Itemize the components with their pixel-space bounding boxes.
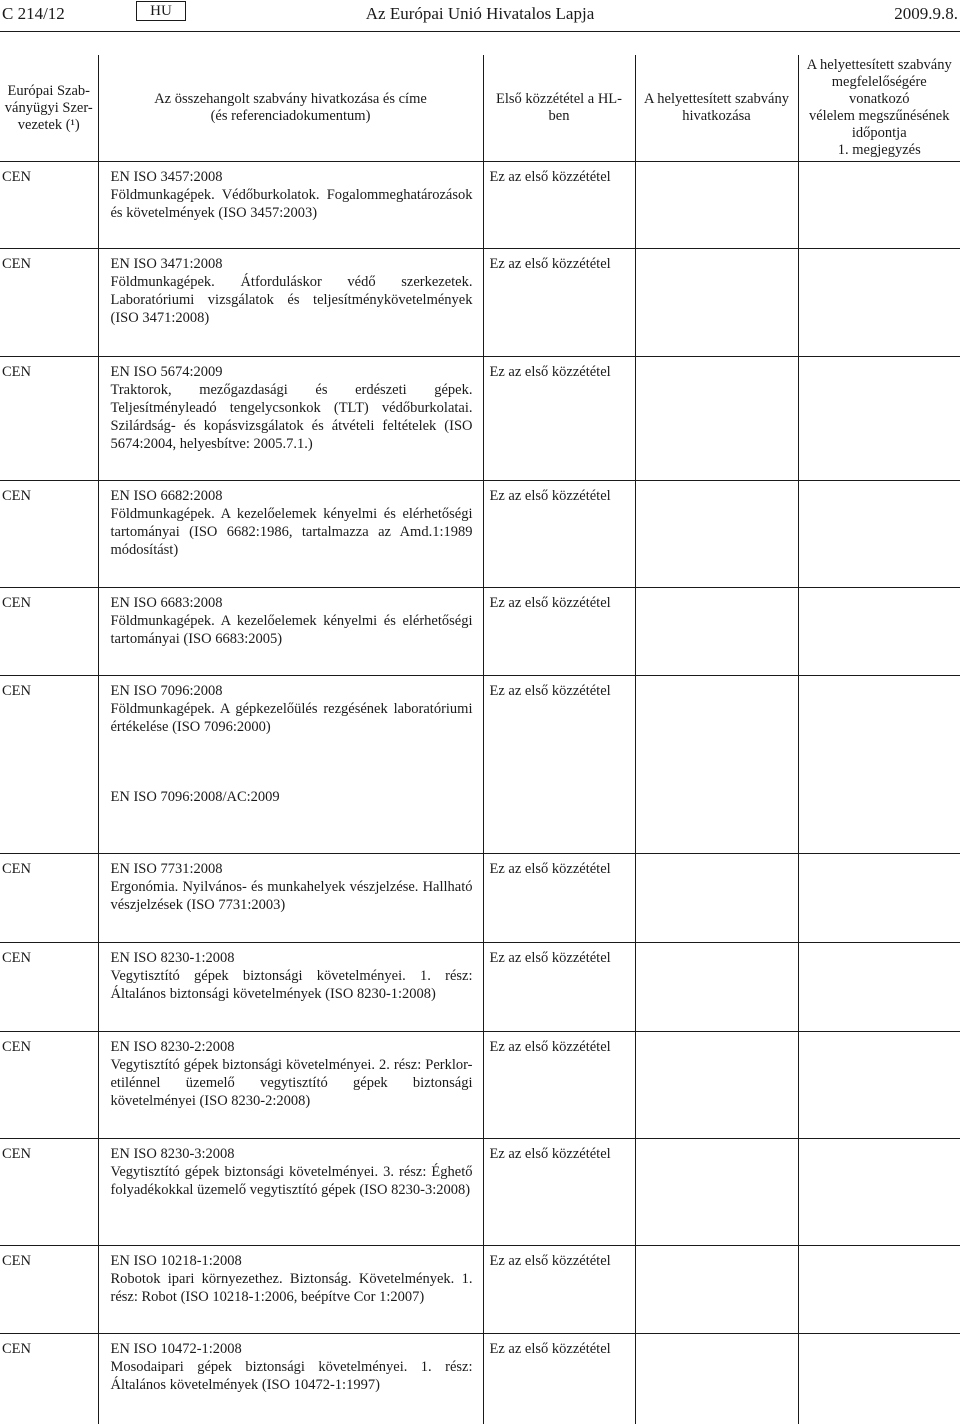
superseded-standard-cell <box>635 1032 798 1139</box>
standard-title-cell <box>98 249 483 357</box>
standard-description: Földmunkagépek. A kezelőelemek kényelmi és elérhetőségi tartományai (ISO 6683:2005) <box>110 613 473 647</box>
superseded-standard-cell <box>635 1334 798 1424</box>
standard-title-cell <box>98 481 483 588</box>
cessation-date-cell <box>798 249 960 357</box>
standard-title-cell <box>98 676 483 854</box>
table-row <box>0 481 960 588</box>
standard-reference: EN ISO 10472-1:2008 <box>110 1341 242 1357</box>
superseded-standard-cell <box>635 854 798 943</box>
superseded-standard-cell <box>635 676 798 854</box>
superseded-standard-cell <box>635 588 798 676</box>
standard-description: Földmunkagépek. Átforduláskor védő szerkezetek. Laboratóriumi vizsgálatok és teljesítménykövetelmények (ISO 3471:2008) <box>110 274 473 326</box>
standard-description: Földmunkagépek. A gépkezelőülés rezgésének laboratóriumi értékelése (ISO 7096:2000) <box>110 701 473 735</box>
standard-reference: EN ISO 8230-2:2008 <box>110 1039 235 1055</box>
standard-reference: EN ISO 6682:2008 <box>110 488 223 504</box>
cessation-date-cell <box>798 481 960 588</box>
standards-table <box>0 55 960 1424</box>
table-row <box>0 1246 960 1334</box>
cessation-date-cell <box>798 357 960 481</box>
standard-reference: EN ISO 3457:2008 <box>110 169 223 185</box>
standard-amendment-reference: EN ISO 7096:2008/AC:2009 <box>110 789 280 805</box>
table-row <box>0 249 960 357</box>
standard-title-cell <box>98 588 483 676</box>
first-publication-cell: Ez az első közzététel <box>483 943 635 1032</box>
standard-title-cell <box>98 1032 483 1139</box>
standard-reference: EN ISO 8230-1:2008 <box>110 950 235 966</box>
superseded-standard-cell <box>635 1139 798 1246</box>
col-header-organisation: Európai Szab- ványügyi Szer- vezetek (¹) <box>0 55 98 162</box>
cessation-date-cell <box>798 943 960 1032</box>
organisation-cell: CEN <box>0 249 98 357</box>
table-header-row <box>0 55 960 162</box>
organisation-cell: CEN <box>0 481 98 588</box>
standard-reference: EN ISO 7731:2008 <box>110 861 223 877</box>
cessation-date-cell <box>798 854 960 943</box>
first-publication-cell: Ez az első közzététel <box>483 249 635 357</box>
organisation-cell: CEN <box>0 1246 98 1334</box>
table-row <box>0 588 960 676</box>
organisation-cell: CEN <box>0 357 98 481</box>
superseded-standard-cell <box>635 481 798 588</box>
standard-title-cell <box>98 162 483 249</box>
standard-description: Vegytisztító gépek biztonsági követelményei. 2. rész: Perklor-etilénnel üzemelő vegytisztító gépek biztonsági követelményei (ISO 8230-2:2008) <box>110 1057 473 1109</box>
first-publication-cell: Ez az első közzététel <box>483 1246 635 1334</box>
cessation-date-cell <box>798 1032 960 1139</box>
organisation-cell: CEN <box>0 588 98 676</box>
standard-reference: EN ISO 6683:2008 <box>110 595 223 611</box>
first-publication-cell: Ez az első közzététel <box>483 162 635 249</box>
standard-description: Vegytisztító gépek biztonsági követelményei. 1. rész: Általános biztonsági követelmények (ISO 8230-1:2008) <box>110 968 473 1002</box>
standard-title-cell <box>98 357 483 481</box>
superseded-standard-cell <box>635 357 798 481</box>
superseded-standard-cell <box>635 162 798 249</box>
first-publication-cell: Ez az első közzététel <box>483 1139 635 1246</box>
cessation-date-cell <box>798 1139 960 1246</box>
table-row <box>0 357 960 481</box>
first-publication-cell: Ez az első közzététel <box>483 1334 635 1424</box>
table-row <box>0 1334 960 1424</box>
series-number: C 214/12 <box>2 4 65 23</box>
col-header-first-publication: Első közzététel a HL-ben <box>483 55 635 162</box>
cessation-date-cell <box>798 162 960 249</box>
standard-description: Ergonómia. Nyilvános- és munkahelyek vészjelzése. Hallható vészjelzések (ISO 7731:2003) <box>110 879 473 913</box>
table-row <box>0 854 960 943</box>
standard-reference: EN ISO 8230-3:2008 <box>110 1146 235 1162</box>
standard-title-cell <box>98 854 483 943</box>
standard-reference: EN ISO 10218-1:2008 <box>110 1253 242 1269</box>
first-publication-cell: Ez az első közzététel <box>483 588 635 676</box>
standard-description: Földmunkagépek. Védőburkolatok. Fogalommeghatározások és követelmények (ISO 3457:2003) <box>110 187 473 221</box>
first-publication-cell: Ez az első közzététel <box>483 1032 635 1139</box>
first-publication-cell: Ez az első közzététel <box>483 481 635 588</box>
col-header-superseded-standard: A helyettesített szabvány hivatkozása <box>635 55 798 162</box>
standard-title-cell <box>98 943 483 1032</box>
standard-title-cell <box>98 1334 483 1424</box>
standard-reference: EN ISO 3471:2008 <box>110 256 223 272</box>
organisation-cell: CEN <box>0 162 98 249</box>
standard-reference: EN ISO 5674:2009 <box>110 364 223 380</box>
cessation-date-cell <box>798 676 960 854</box>
table-row <box>0 1139 960 1246</box>
first-publication-cell: Ez az első közzététel <box>483 357 635 481</box>
organisation-cell: CEN <box>2 1341 31 1357</box>
superseded-standard-cell <box>635 943 798 1032</box>
cessation-date-cell <box>798 1334 960 1424</box>
organisation-cell: CEN <box>0 943 98 1032</box>
cessation-date-cell <box>798 1246 960 1334</box>
standard-description: Földmunkagépek. A kezelőelemek kényelmi és elérhetőségi tartományai (ISO 6682:1986, tartalmazza az Amd.1:1989 módosítást) <box>110 506 473 558</box>
first-publication-cell: Ez az első közzététel <box>483 854 635 943</box>
table-row <box>0 676 960 854</box>
organisation-cell: CEN <box>0 1139 98 1246</box>
col-header-title: Az összehangolt szabvány hivatkozása és címe (és referenciadokumentum) <box>98 55 483 162</box>
journal-title: Az Európai Unió Hivatalos Lapja <box>365 4 595 23</box>
header-divider <box>0 31 960 32</box>
superseded-standard-cell <box>635 249 798 357</box>
col-header-cessation-date: A helyettesített szabvány megfelelőségére vonatkozó vélelem megszűnésének időpontja 1. megjegyzés <box>798 55 960 162</box>
organisation-cell: CEN <box>0 854 98 943</box>
standard-reference: EN ISO 7096:2008 <box>110 683 223 699</box>
first-publication-cell: Ez az első közzététel <box>483 676 635 854</box>
page-header <box>0 0 960 26</box>
standard-description: Traktorok, mezőgazdasági és erdészeti gépek. Teljesítményleadó tengelycsonkok (TLT) védőburkolatai. Szilárdság- és kopásvizsgálatok és átvételi feltételek (ISO 5674:2004, helyesbítve: 2005.7.1.) <box>110 382 473 452</box>
organisation-cell: CEN <box>0 676 98 854</box>
standard-description: Mosodaipari gépek biztonsági követelményei. 1. rész: Általános követelmények (ISO 10472-1:1997) <box>110 1359 473 1393</box>
standard-description: Robotok ipari környezethez. Biztonság. Követelmények. 1. rész: Robot (ISO 10218-1:2006, beépítve Cor 1:2007) <box>110 1271 473 1305</box>
table-row <box>0 162 960 249</box>
issue-date: 2009.9.8. <box>894 4 958 23</box>
cessation-date-cell <box>798 588 960 676</box>
language-badge: HU <box>136 1 186 21</box>
organisation-cell: CEN <box>0 1032 98 1139</box>
table-row <box>0 943 960 1032</box>
superseded-standard-cell <box>635 1246 798 1334</box>
standard-title-cell <box>98 1246 483 1334</box>
standard-title-cell <box>98 1139 483 1246</box>
table-row <box>0 1032 960 1139</box>
standard-description: Vegytisztító gépek biztonsági követelményei. 3. rész: Éghető folyadékokkal üzemelő vegytisztító gépek (ISO 8230-3:2008) <box>110 1164 473 1198</box>
